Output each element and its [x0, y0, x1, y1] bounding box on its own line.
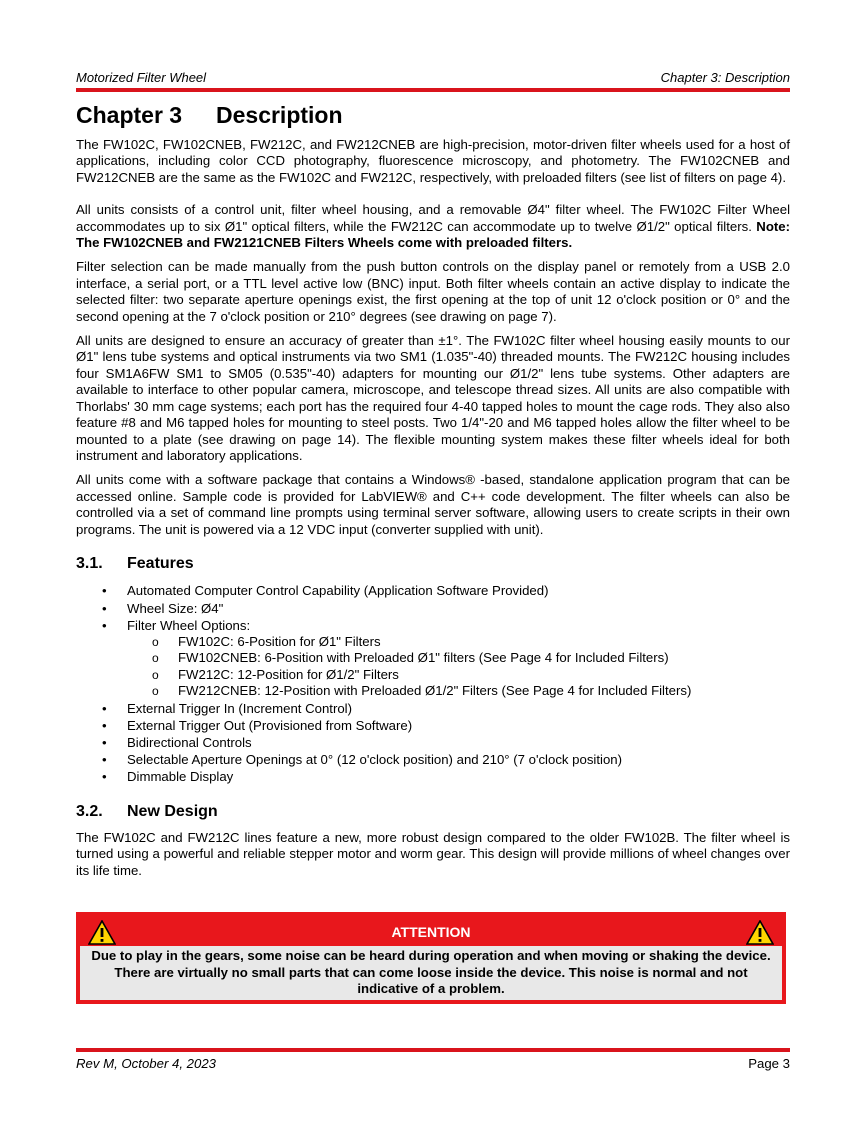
header-rule: [76, 88, 790, 92]
attention-label: ATTENTION: [391, 924, 471, 940]
list-item: • External Trigger In (Increment Control): [76, 700, 790, 717]
list-item: • Wheel Size: Ø4": [76, 600, 790, 617]
section-number: 3.2.: [76, 802, 103, 820]
paragraph-software: All units come with a software package that contains a Windows® -based, standalone application program that can be accessed online. Sample code is provided for LabVIEW® and C++ code development. The filter wheels can also be controlled via a set of command line prompts using terminal server software, allowing users to create scripts in their own programs. The unit is powered via a 12 VDC input (converter supplied with unit).: [76, 472, 790, 537]
list-item: • Bidirectional Controls: [76, 734, 790, 751]
chapter-heading: [76, 102, 343, 129]
list-item: • Dimmable Display: [76, 768, 790, 785]
page-number: Page 3: [748, 1056, 790, 1071]
chapter-title: Description: [216, 102, 343, 128]
list-item: • Selectable Aperture Openings at 0° (12 o'clock position) and 210° (7 o'clock position): [76, 751, 790, 768]
section-heading-new-design: [76, 804, 790, 820]
warning-triangle-icon: [746, 920, 774, 945]
warning-triangle-icon: [88, 920, 116, 945]
chapter-number: Chapter 3: [76, 102, 183, 128]
attention-box: [76, 912, 786, 1004]
section-number: 3.1.: [76, 554, 103, 572]
sub-list-item: o FW102C: 6-Position for Ø1" Filters: [127, 634, 790, 650]
paragraph-units: [76, 202, 790, 251]
revision-date: Rev M, October 4, 2023: [76, 1056, 217, 1071]
attention-text: Due to play in the gears, some noise can be heard during operation and when moving or shaking the device. There are virtually no small parts that can come loose inside the device. This noise is normal and not indicative of a problem.: [91, 948, 771, 997]
list-item: • External Trigger Out (Provisioned from Software): [76, 717, 790, 734]
section-heading-features: [76, 556, 790, 572]
section-title: New Design: [127, 802, 218, 820]
sub-list-item: o FW212C: 12-Position for Ø1/2" Filters: [127, 667, 790, 683]
paragraph-intro: The FW102C, FW102CNEB, FW212C, and FW212CNEB are high-precision, motor-driven filter wheels used for a host of applications, including color CCD photography, fluorescence microscopy, and photometry. The FW102CNEB and FW212CNEB are the same as the FW102C and FW212C, respectively, with preloaded filters (see list of filters on page 4).: [76, 137, 790, 185]
paragraph-accuracy: All units are designed to ensure an accuracy of greater than ±1°. The FW102C filter wheel housing easily mounts to our Ø1" lens tube systems and optical instruments via two SM1 (1.035"-40) threaded mounts. The FW212C housing includes four SM1A6FW SM1 to SM05 (0.535"-40) adapters for mounting our Ø1/2" lens tube systems. Other adapters are available to interface to other popular camera, microscope, and telescope thread sizes. All units are also compatible with Thorlabs' 30 mm cage systems; each port has the required four 4-40 tapped holes to mount the cage rods. They also also feature #8 and M6 tapped holes for mounting to steel posts. Two 1/4"-20 and M6 tapped holes allow the filter wheel to be mounted to a plate (see drawing on page 14). The flexible mounting system makes these filter wheels ideal for both instrument and laboratory applications.: [76, 333, 790, 463]
header-chapter: Chapter 3: Description: [660, 70, 790, 85]
list-item-label: Filter Wheel Options:: [127, 617, 251, 633]
sub-list-item: o FW102CNEB: 6-Position with Preloaded Ø1" filters (See Page 4 for Included Filters): [127, 650, 790, 666]
section-title: Features: [127, 554, 194, 572]
attention-banner: [80, 916, 782, 946]
preloaded-note: Note: The FW102CNEB and FW2121CNEB Filters Wheels come with preloaded filters.: [76, 218, 790, 251]
paragraph-units-text: All units consists of a control unit, filter wheel housing, and a removable Ø4" filter wheel. The FW102C Filter Wheel accommodates up to six Ø1" optical filters, while the FW212C can accommodate up to twelve Ø1/2" optical filters.: [76, 202, 790, 234]
body-text: [76, 137, 790, 887]
paragraph-filter-selection: Filter selection can be made manually from the push button controls on the display panel or remotely from a USB 2.0 interface, a serial port, or a TTL level active low (BNC) input. Both filter wheels contain an active display to indicate the selected filter: two separate aperture openings exist, the first opening at the top of unit 12 o'clock position or 0° and the second opening at the 7 o'clock position or 210° degrees (see drawing on page 7).: [76, 259, 790, 324]
header-title: Motorized Filter Wheel: [76, 70, 207, 85]
sub-list-item: o FW212CNEB: 12-Position with Preloaded Ø1/2" Filters (See Page 4 for Included Filters): [127, 683, 790, 699]
list-item: [76, 617, 790, 700]
features-list: [76, 582, 790, 785]
footer-rule: [76, 1048, 790, 1052]
list-item: • Automated Computer Control Capability (Application Software Provided): [76, 582, 790, 599]
paragraph-new-design: The FW102C and FW212C lines feature a new, more robust design compared to the older FW102B. The filter wheel is turned using a powerful and reliable stepper motor and worm gear. This design will provide millions of wheel changes over its life time.: [76, 830, 790, 878]
filter-options-list: [127, 634, 790, 700]
